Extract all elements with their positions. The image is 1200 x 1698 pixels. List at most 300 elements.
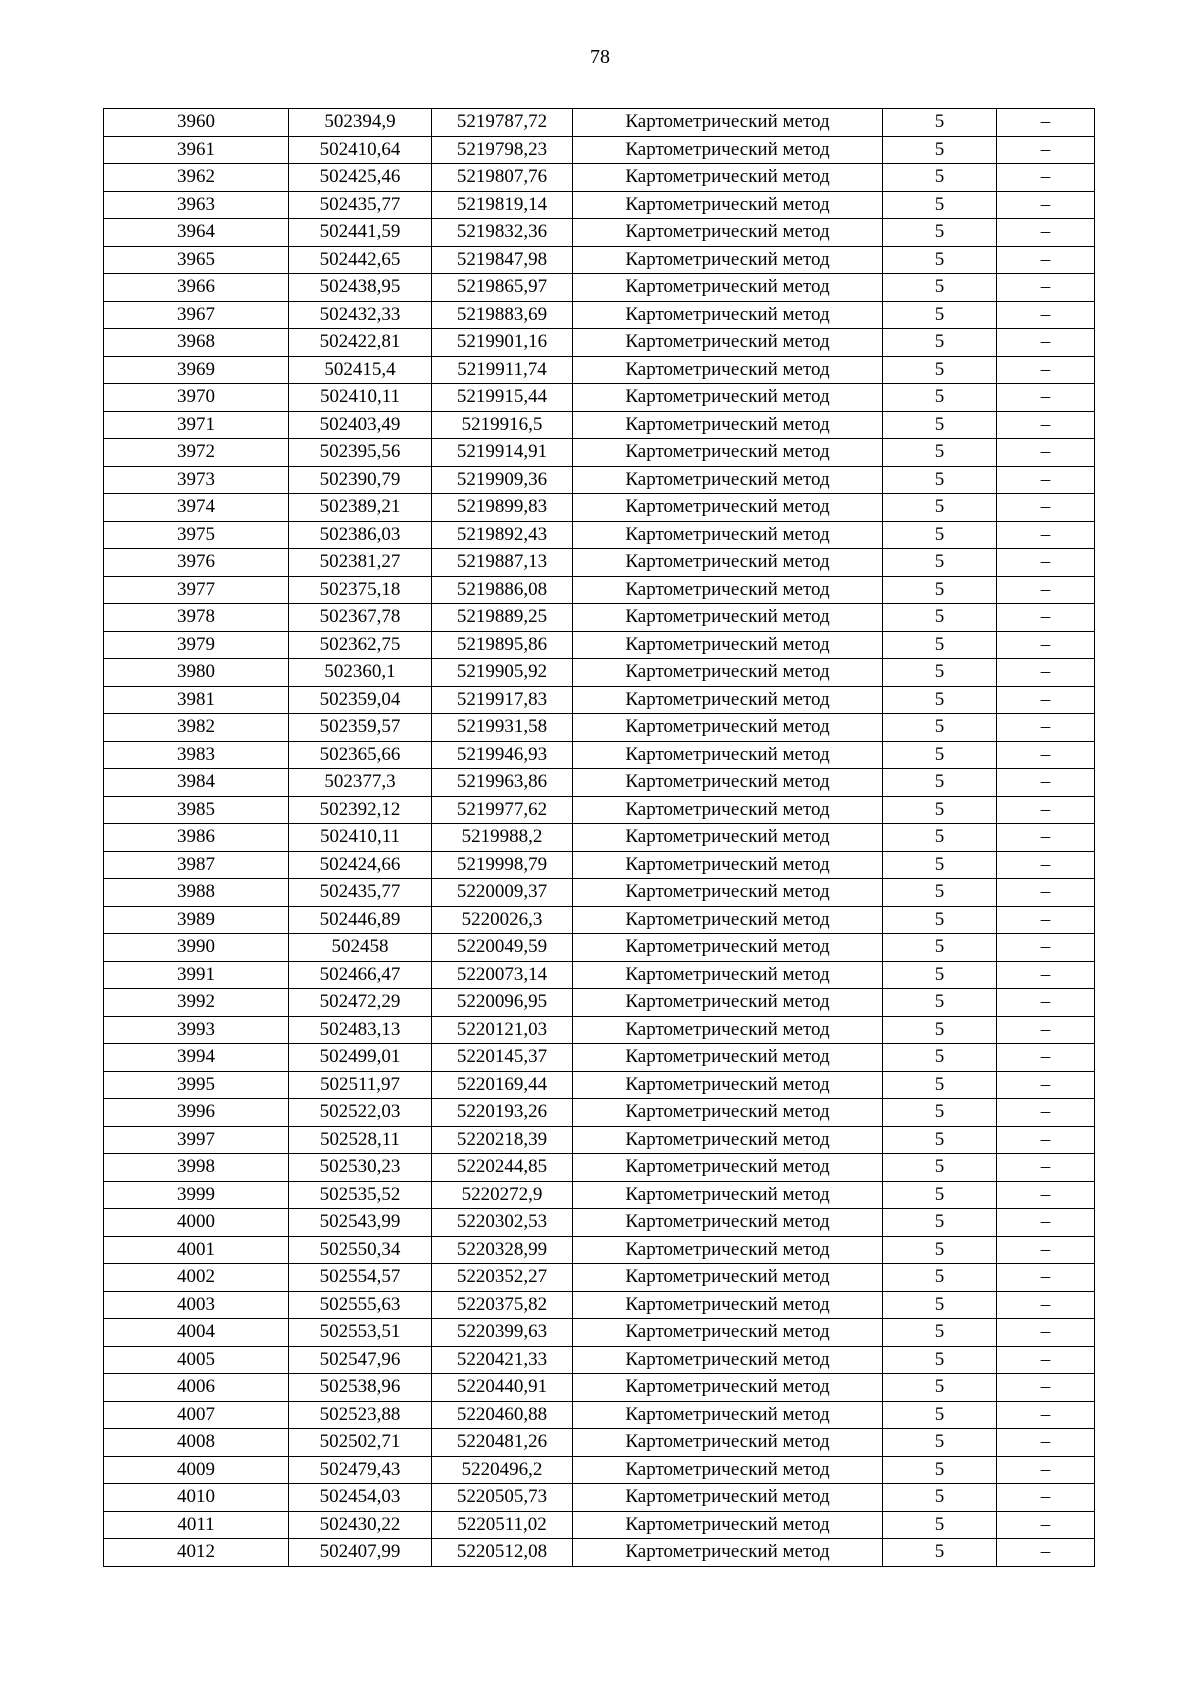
table-row <box>104 1209 1095 1237</box>
point-number-cell: 3993 <box>104 1016 289 1044</box>
method-cell: Картометрический метод <box>573 439 883 467</box>
dash-cell: – <box>997 1539 1095 1567</box>
precision-cell: 5 <box>883 109 997 137</box>
y-coordinate-cell: 5219847,98 <box>432 246 573 274</box>
method-cell: Картометрический метод <box>573 604 883 632</box>
point-number-cell: 3973 <box>104 466 289 494</box>
dash-cell: – <box>997 934 1095 962</box>
y-coordinate-cell: 5219914,91 <box>432 439 573 467</box>
x-coordinate-cell: 502410,11 <box>289 824 432 852</box>
x-coordinate-cell: 502390,79 <box>289 466 432 494</box>
point-number-cell: 3998 <box>104 1154 289 1182</box>
y-coordinate-cell: 5220496,2 <box>432 1456 573 1484</box>
precision-cell: 5 <box>883 521 997 549</box>
point-number-cell: 4003 <box>104 1291 289 1319</box>
dash-cell: – <box>997 1154 1095 1182</box>
point-number-cell: 4008 <box>104 1429 289 1457</box>
table-row <box>104 1484 1095 1512</box>
method-cell: Картометрический метод <box>573 769 883 797</box>
coordinates-table <box>103 108 1095 1567</box>
dash-cell: – <box>997 411 1095 439</box>
y-coordinate-cell: 5220026,3 <box>432 906 573 934</box>
dash-cell: – <box>997 384 1095 412</box>
x-coordinate-cell: 502367,78 <box>289 604 432 632</box>
method-cell: Картометрический метод <box>573 1484 883 1512</box>
x-coordinate-cell: 502430,22 <box>289 1511 432 1539</box>
point-number-cell: 3964 <box>104 219 289 247</box>
precision-cell: 5 <box>883 1099 997 1127</box>
dash-cell: – <box>997 879 1095 907</box>
point-number-cell: 4006 <box>104 1374 289 1402</box>
table-row <box>104 191 1095 219</box>
dash-cell: – <box>997 549 1095 577</box>
y-coordinate-cell: 5219832,36 <box>432 219 573 247</box>
table-row <box>104 1126 1095 1154</box>
table-row <box>104 1236 1095 1264</box>
method-cell: Картометрический метод <box>573 824 883 852</box>
point-number-cell: 3986 <box>104 824 289 852</box>
x-coordinate-cell: 502499,01 <box>289 1044 432 1072</box>
method-cell: Картометрический метод <box>573 1374 883 1402</box>
table-row <box>104 1154 1095 1182</box>
table-row <box>104 246 1095 274</box>
point-number-cell: 3982 <box>104 714 289 742</box>
precision-cell: 5 <box>883 989 997 1017</box>
x-coordinate-cell: 502410,64 <box>289 136 432 164</box>
coordinates-table-body <box>104 109 1095 1567</box>
x-coordinate-cell: 502555,63 <box>289 1291 432 1319</box>
dash-cell: – <box>997 466 1095 494</box>
point-number-cell: 3971 <box>104 411 289 439</box>
precision-cell: 5 <box>883 329 997 357</box>
table-row <box>104 1456 1095 1484</box>
x-coordinate-cell: 502523,88 <box>289 1401 432 1429</box>
y-coordinate-cell: 5220121,03 <box>432 1016 573 1044</box>
method-cell: Картометрический метод <box>573 494 883 522</box>
precision-cell: 5 <box>883 439 997 467</box>
x-coordinate-cell: 502395,56 <box>289 439 432 467</box>
y-coordinate-cell: 5220440,91 <box>432 1374 573 1402</box>
point-number-cell: 3975 <box>104 521 289 549</box>
point-number-cell: 3976 <box>104 549 289 577</box>
dash-cell: – <box>997 1181 1095 1209</box>
method-cell: Картометрический метод <box>573 466 883 494</box>
x-coordinate-cell: 502425,46 <box>289 164 432 192</box>
x-coordinate-cell: 502454,03 <box>289 1484 432 1512</box>
dash-cell: – <box>997 1126 1095 1154</box>
precision-cell: 5 <box>883 301 997 329</box>
point-number-cell: 3995 <box>104 1071 289 1099</box>
point-number-cell: 3968 <box>104 329 289 357</box>
precision-cell: 5 <box>883 1154 997 1182</box>
precision-cell: 5 <box>883 246 997 274</box>
table-row <box>104 659 1095 687</box>
table-row <box>104 411 1095 439</box>
method-cell: Картометрический метод <box>573 164 883 192</box>
x-coordinate-cell: 502432,33 <box>289 301 432 329</box>
table-row <box>104 686 1095 714</box>
y-coordinate-cell: 5220399,63 <box>432 1319 573 1347</box>
point-number-cell: 3962 <box>104 164 289 192</box>
x-coordinate-cell: 502522,03 <box>289 1099 432 1127</box>
precision-cell: 5 <box>883 1319 997 1347</box>
y-coordinate-cell: 5219865,97 <box>432 274 573 302</box>
dash-cell: – <box>997 714 1095 742</box>
y-coordinate-cell: 5219889,25 <box>432 604 573 632</box>
dash-cell: – <box>997 769 1095 797</box>
table-row <box>104 576 1095 604</box>
table-row <box>104 1071 1095 1099</box>
table-row <box>104 769 1095 797</box>
method-cell: Картометрический метод <box>573 1264 883 1292</box>
y-coordinate-cell: 5220481,26 <box>432 1429 573 1457</box>
y-coordinate-cell: 5219886,08 <box>432 576 573 604</box>
point-number-cell: 3997 <box>104 1126 289 1154</box>
x-coordinate-cell: 502375,18 <box>289 576 432 604</box>
y-coordinate-cell: 5219911,74 <box>432 356 573 384</box>
dash-cell: – <box>997 246 1095 274</box>
table-row <box>104 906 1095 934</box>
table-row <box>104 1099 1095 1127</box>
y-coordinate-cell: 5220460,88 <box>432 1401 573 1429</box>
dash-cell: – <box>997 824 1095 852</box>
x-coordinate-cell: 502360,1 <box>289 659 432 687</box>
x-coordinate-cell: 502535,52 <box>289 1181 432 1209</box>
table-row <box>104 136 1095 164</box>
method-cell: Картометрический метод <box>573 1346 883 1374</box>
point-number-cell: 3990 <box>104 934 289 962</box>
method-cell: Картометрический метод <box>573 934 883 962</box>
dash-cell: – <box>997 494 1095 522</box>
dash-cell: – <box>997 604 1095 632</box>
point-number-cell: 4010 <box>104 1484 289 1512</box>
y-coordinate-cell: 5220302,53 <box>432 1209 573 1237</box>
dash-cell: – <box>997 1044 1095 1072</box>
x-coordinate-cell: 502422,81 <box>289 329 432 357</box>
x-coordinate-cell: 502386,03 <box>289 521 432 549</box>
page-number: 78 <box>590 46 610 68</box>
table-row <box>104 1264 1095 1292</box>
precision-cell: 5 <box>883 686 997 714</box>
method-cell: Картометрический метод <box>573 109 883 137</box>
dash-cell: – <box>997 1016 1095 1044</box>
point-number-cell: 3967 <box>104 301 289 329</box>
point-number-cell: 3963 <box>104 191 289 219</box>
method-cell: Картометрический метод <box>573 549 883 577</box>
precision-cell: 5 <box>883 1209 997 1237</box>
point-number-cell: 4002 <box>104 1264 289 1292</box>
precision-cell: 5 <box>883 274 997 302</box>
dash-cell: – <box>997 906 1095 934</box>
dash-cell: – <box>997 1236 1095 1264</box>
table-row <box>104 384 1095 412</box>
table-row <box>104 466 1095 494</box>
dash-cell: – <box>997 1319 1095 1347</box>
dash-cell: – <box>997 796 1095 824</box>
precision-cell: 5 <box>883 1291 997 1319</box>
x-coordinate-cell: 502446,89 <box>289 906 432 934</box>
precision-cell: 5 <box>883 1374 997 1402</box>
table-row <box>104 439 1095 467</box>
table-row <box>104 851 1095 879</box>
table-row <box>104 1319 1095 1347</box>
method-cell: Картометрический метод <box>573 1154 883 1182</box>
x-coordinate-cell: 502410,11 <box>289 384 432 412</box>
x-coordinate-cell: 502543,99 <box>289 1209 432 1237</box>
dash-cell: – <box>997 961 1095 989</box>
precision-cell: 5 <box>883 466 997 494</box>
point-number-cell: 3978 <box>104 604 289 632</box>
dash-cell: – <box>997 1071 1095 1099</box>
x-coordinate-cell: 502435,77 <box>289 879 432 907</box>
method-cell: Картометрический метод <box>573 851 883 879</box>
table-row <box>104 879 1095 907</box>
precision-cell: 5 <box>883 1044 997 1072</box>
precision-cell: 5 <box>883 879 997 907</box>
x-coordinate-cell: 502394,9 <box>289 109 432 137</box>
table-row <box>104 1511 1095 1539</box>
method-cell: Картометрический метод <box>573 1291 883 1319</box>
y-coordinate-cell: 5219917,83 <box>432 686 573 714</box>
y-coordinate-cell: 5219819,14 <box>432 191 573 219</box>
table-row <box>104 1374 1095 1402</box>
precision-cell: 5 <box>883 411 997 439</box>
y-coordinate-cell: 5219946,93 <box>432 741 573 769</box>
precision-cell: 5 <box>883 1346 997 1374</box>
y-coordinate-cell: 5220009,37 <box>432 879 573 907</box>
y-coordinate-cell: 5220512,08 <box>432 1539 573 1567</box>
method-cell: Картометрический метод <box>573 1099 883 1127</box>
method-cell: Картометрический метод <box>573 1209 883 1237</box>
method-cell: Картометрический метод <box>573 1044 883 1072</box>
x-coordinate-cell: 502435,77 <box>289 191 432 219</box>
point-number-cell: 3992 <box>104 989 289 1017</box>
method-cell: Картометрический метод <box>573 1539 883 1567</box>
method-cell: Картометрический метод <box>573 274 883 302</box>
dash-cell: – <box>997 1209 1095 1237</box>
dash-cell: – <box>997 1291 1095 1319</box>
point-number-cell: 4012 <box>104 1539 289 1567</box>
point-number-cell: 3987 <box>104 851 289 879</box>
method-cell: Картометрический метод <box>573 1429 883 1457</box>
x-coordinate-cell: 502472,29 <box>289 989 432 1017</box>
x-coordinate-cell: 502407,99 <box>289 1539 432 1567</box>
method-cell: Картометрический метод <box>573 219 883 247</box>
point-number-cell: 3994 <box>104 1044 289 1072</box>
x-coordinate-cell: 502389,21 <box>289 494 432 522</box>
y-coordinate-cell: 5219909,36 <box>432 466 573 494</box>
table-row <box>104 274 1095 302</box>
precision-cell: 5 <box>883 1071 997 1099</box>
table-row <box>104 934 1095 962</box>
point-number-cell: 3977 <box>104 576 289 604</box>
method-cell: Картометрический метод <box>573 659 883 687</box>
dash-cell: – <box>997 109 1095 137</box>
point-number-cell: 3961 <box>104 136 289 164</box>
y-coordinate-cell: 5219977,62 <box>432 796 573 824</box>
table-row <box>104 1291 1095 1319</box>
precision-cell: 5 <box>883 1264 997 1292</box>
x-coordinate-cell: 502442,65 <box>289 246 432 274</box>
point-number-cell: 4011 <box>104 1511 289 1539</box>
precision-cell: 5 <box>883 796 997 824</box>
method-cell: Картометрический метод <box>573 796 883 824</box>
y-coordinate-cell: 5219892,43 <box>432 521 573 549</box>
precision-cell: 5 <box>883 219 997 247</box>
method-cell: Картометрический метод <box>573 1126 883 1154</box>
precision-cell: 5 <box>883 1181 997 1209</box>
method-cell: Картометрический метод <box>573 246 883 274</box>
dash-cell: – <box>997 164 1095 192</box>
precision-cell: 5 <box>883 549 997 577</box>
table-row <box>104 1401 1095 1429</box>
point-number-cell: 3983 <box>104 741 289 769</box>
y-coordinate-cell: 5219963,86 <box>432 769 573 797</box>
x-coordinate-cell: 502362,75 <box>289 631 432 659</box>
x-coordinate-cell: 502359,57 <box>289 714 432 742</box>
point-number-cell: 3974 <box>104 494 289 522</box>
x-coordinate-cell: 502554,57 <box>289 1264 432 1292</box>
y-coordinate-cell: 5220505,73 <box>432 1484 573 1512</box>
point-number-cell: 3988 <box>104 879 289 907</box>
method-cell: Картометрический метод <box>573 686 883 714</box>
method-cell: Картометрический метод <box>573 521 883 549</box>
precision-cell: 5 <box>883 769 997 797</box>
table-row <box>104 329 1095 357</box>
table-row <box>104 521 1095 549</box>
method-cell: Картометрический метод <box>573 741 883 769</box>
x-coordinate-cell: 502438,95 <box>289 274 432 302</box>
table-row <box>104 1429 1095 1457</box>
table-row <box>104 164 1095 192</box>
precision-cell: 5 <box>883 1484 997 1512</box>
point-number-cell: 4004 <box>104 1319 289 1347</box>
y-coordinate-cell: 5220244,85 <box>432 1154 573 1182</box>
y-coordinate-cell: 5220375,82 <box>432 1291 573 1319</box>
dash-cell: – <box>997 989 1095 1017</box>
precision-cell: 5 <box>883 191 997 219</box>
x-coordinate-cell: 502458 <box>289 934 432 962</box>
dash-cell: – <box>997 356 1095 384</box>
precision-cell: 5 <box>883 961 997 989</box>
table-row <box>104 604 1095 632</box>
dash-cell: – <box>997 851 1095 879</box>
y-coordinate-cell: 5219887,13 <box>432 549 573 577</box>
dash-cell: – <box>997 1484 1095 1512</box>
dash-cell: – <box>997 1374 1095 1402</box>
precision-cell: 5 <box>883 934 997 962</box>
precision-cell: 5 <box>883 659 997 687</box>
x-coordinate-cell: 502359,04 <box>289 686 432 714</box>
precision-cell: 5 <box>883 1429 997 1457</box>
method-cell: Картометрический метод <box>573 384 883 412</box>
precision-cell: 5 <box>883 494 997 522</box>
y-coordinate-cell: 5220049,59 <box>432 934 573 962</box>
precision-cell: 5 <box>883 1401 997 1429</box>
precision-cell: 5 <box>883 851 997 879</box>
table-row <box>104 494 1095 522</box>
point-number-cell: 3965 <box>104 246 289 274</box>
method-cell: Картометрический метод <box>573 1236 883 1264</box>
method-cell: Картометрический метод <box>573 1456 883 1484</box>
x-coordinate-cell: 502550,34 <box>289 1236 432 1264</box>
dash-cell: – <box>997 1511 1095 1539</box>
table-row <box>104 1016 1095 1044</box>
point-number-cell: 3970 <box>104 384 289 412</box>
y-coordinate-cell: 5220145,37 <box>432 1044 573 1072</box>
table-row <box>104 741 1095 769</box>
precision-cell: 5 <box>883 356 997 384</box>
x-coordinate-cell: 502466,47 <box>289 961 432 989</box>
precision-cell: 5 <box>883 136 997 164</box>
method-cell: Картометрический метод <box>573 1401 883 1429</box>
method-cell: Картометрический метод <box>573 1016 883 1044</box>
precision-cell: 5 <box>883 1511 997 1539</box>
x-coordinate-cell: 502547,96 <box>289 1346 432 1374</box>
table-row <box>104 1346 1095 1374</box>
dash-cell: – <box>997 1401 1095 1429</box>
method-cell: Картометрический метод <box>573 301 883 329</box>
point-number-cell: 3979 <box>104 631 289 659</box>
y-coordinate-cell: 5219905,92 <box>432 659 573 687</box>
y-coordinate-cell: 5220096,95 <box>432 989 573 1017</box>
table-row <box>104 1539 1095 1567</box>
y-coordinate-cell: 5220073,14 <box>432 961 573 989</box>
precision-cell: 5 <box>883 576 997 604</box>
table-row <box>104 109 1095 137</box>
y-coordinate-cell: 5219798,23 <box>432 136 573 164</box>
table-row <box>104 824 1095 852</box>
method-cell: Картометрический метод <box>573 906 883 934</box>
y-coordinate-cell: 5219807,76 <box>432 164 573 192</box>
dash-cell: – <box>997 439 1095 467</box>
point-number-cell: 3985 <box>104 796 289 824</box>
precision-cell: 5 <box>883 631 997 659</box>
dash-cell: – <box>997 1099 1095 1127</box>
dash-cell: – <box>997 1346 1095 1374</box>
dash-cell: – <box>997 136 1095 164</box>
table-row <box>104 356 1095 384</box>
precision-cell: 5 <box>883 1456 997 1484</box>
y-coordinate-cell: 5220352,27 <box>432 1264 573 1292</box>
table-row <box>104 989 1095 1017</box>
y-coordinate-cell: 5219895,86 <box>432 631 573 659</box>
precision-cell: 5 <box>883 824 997 852</box>
x-coordinate-cell: 502415,4 <box>289 356 432 384</box>
x-coordinate-cell: 502479,43 <box>289 1456 432 1484</box>
point-number-cell: 3981 <box>104 686 289 714</box>
y-coordinate-cell: 5220421,33 <box>432 1346 573 1374</box>
method-cell: Картометрический метод <box>573 136 883 164</box>
method-cell: Картометрический метод <box>573 191 883 219</box>
method-cell: Картометрический метод <box>573 356 883 384</box>
point-number-cell: 3966 <box>104 274 289 302</box>
y-coordinate-cell: 5219883,69 <box>432 301 573 329</box>
point-number-cell: 4007 <box>104 1401 289 1429</box>
point-number-cell: 4009 <box>104 1456 289 1484</box>
y-coordinate-cell: 5220328,99 <box>432 1236 573 1264</box>
method-cell: Картометрический метод <box>573 1181 883 1209</box>
dash-cell: – <box>997 631 1095 659</box>
precision-cell: 5 <box>883 604 997 632</box>
y-coordinate-cell: 5219988,2 <box>432 824 573 852</box>
dash-cell: – <box>997 301 1095 329</box>
table-row <box>104 796 1095 824</box>
y-coordinate-cell: 5219787,72 <box>432 109 573 137</box>
precision-cell: 5 <box>883 1016 997 1044</box>
y-coordinate-cell: 5219998,79 <box>432 851 573 879</box>
x-coordinate-cell: 502392,12 <box>289 796 432 824</box>
